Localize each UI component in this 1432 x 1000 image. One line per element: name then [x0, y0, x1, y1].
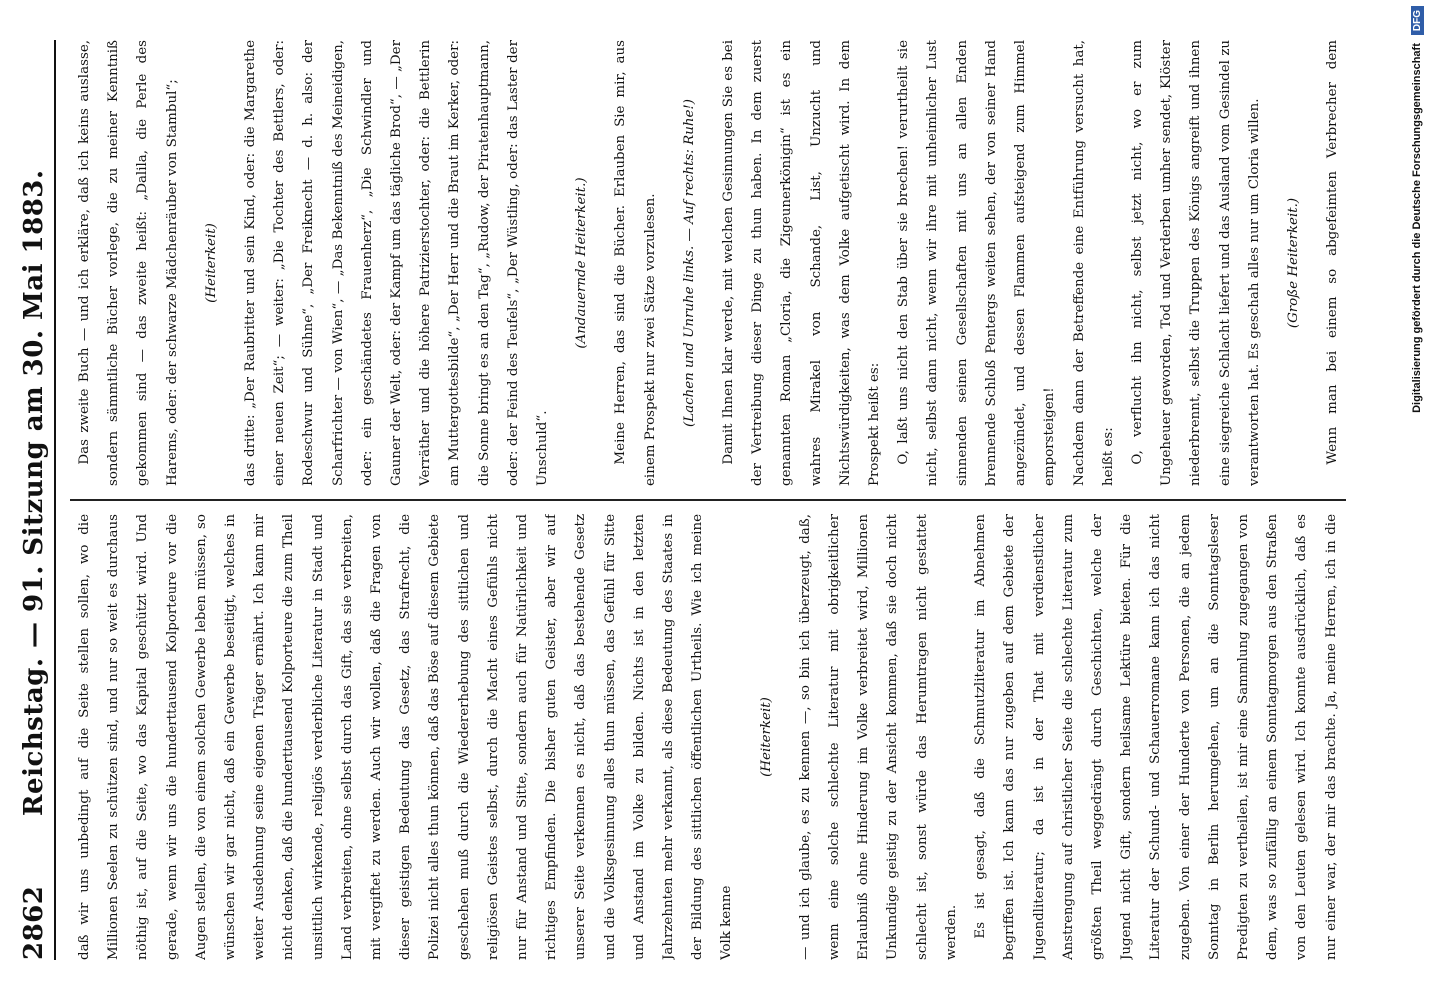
- right-column-stage-direction: (Große Heiterkeit.): [1285, 197, 1301, 329]
- right-column-paragraph: Meine Herren, das sind die Bücher. Erlauben Sie mir, aus einem Prospekt nur zwei Sätze vorzulesen.: [613, 40, 658, 486]
- page-number: 2862: [19, 885, 49, 960]
- dfg-logo: DFG: [1411, 6, 1424, 35]
- right-column-paragraph: Nachdem dann der Betreffende eine Entführung versucht hat, heißt es:: [1071, 40, 1116, 486]
- right-column-stage-direction: (Lachen und Unruhe links. — Auf rechts: Ruhe!): [681, 98, 697, 428]
- right-column-paragraph: O, laßt uns nicht den Stab über sie brechen! verurtheilt sie nicht, selbst dann nicht, wenn wir ihre mit unheimlicher Lust sinnenden seinen Gesellschaften mit uns an allen Enden brennende Schloß Pentergs weiten sehen, der von seiner Hand angezündet, und dessen Flammen aufsteigend zum Himmel emporsteigen!: [896, 40, 1058, 486]
- right-column-stage-direction: (Andauernde Heiterkeit.): [574, 177, 590, 349]
- left-text-column: [70, 514, 1346, 960]
- column-divider: [70, 499, 1346, 501]
- right-column-paragraph: Wenn man bei einem so abgefeimten Verbrecher dem: [1325, 40, 1341, 465]
- funding-note-text: Digitalisierung gefördert durch die Deutsche Forschungsgemeinschaft: [1411, 43, 1423, 413]
- page-header: [14, 40, 56, 960]
- right-column-stage-direction: (Heiterkeit): [203, 223, 219, 303]
- left-column-paragraph: — und ich glaube, es zu kennen —, so bin ich überzeugt, daß, wenn eine solche schlechte Literatur mit obrigkeitlicher Erlaubniß ohne Hinderung im Volke verbreitet wird, Millionen Unkundige geistig zu der Ansicht kommen, daß sie doch nicht schlecht ist, sonst würde das Herumtragen nicht gestattet werden.: [797, 514, 959, 960]
- running-title: Reichstag. — 91. Sitzung am 30. Mai 1883.: [19, 169, 49, 817]
- funding-note: [1404, 0, 1430, 1000]
- funding-note-text-wrap: [1404, 0, 1430, 1000]
- right-column-paragraph: Damit Ihnen klar werde, mit welchen Gesinnungen Sie es bei der Vertreibung dieser Dinge zu thun haben. In dem zuerst genannten Roman „Cloria, die Zigeunerkönigin“ ist es ein wahres Mirakel von Schande, List, Unzucht und Nichtswürdigkeiten, was dem Volke aufgetischt wird. In dem Prospekt heißt es:: [721, 40, 883, 486]
- left-column-paragraph: daß wir uns unbedingt auf die Seite stellen sollen, wo die Millionen Seelen zu schützen sind, und nur so weit es durchaus nöthig ist, auf die Seite, wo das Kapital geschützt wird. Und gerade, wenn wir uns die hunderttausend Kolporteure vor die Augen stellen, die von einem solchen Gewerbe leben müssen, so wünschen wir gar nicht, daß ein Gewerbe beseitigt, welches in weiter Ausdehnung seine eigenen Träger ernährt. Ich kann mir nicht denken, daß die hunderttausend Kolporteure die zum Theil unsittlich wirkende, religiös verderbliche Literatur in Stadt und Land verbreiten, ohne selbst durch das Gift, das sie verbreiten, mit vergiftet zu werden. Auch wir wollen, daß die Fragen von dieser geistigen Bedeutung das Gesetz, das Strafrecht, die Polizei nicht alles thun können, daß das Böse auf diesem Gebiete geschehen muß durch die Wiedererhebung des sittlichen und religiösen Geistes selbst, durch die Macht eines Gefühls nicht nur für Anstand und Sitte, sondern auch für Natürlichkeit und richtiges Empfinden. Die bisher guten Geister, aber wir auf unserer Seite verkennen es nicht, daß das bestehende Gesetz und die Volksgesinnung alles thun müssen, das Gefühl für Sitte und Anstand im Volke zu bilden. Nichts ist in den letzten Jahrzehnten mehr verkannt, als diese Bedeutung des Staates in der Bildung des sittlichen öffentlichen Urtheils. Wie ich meine Volk kenne: [77, 514, 735, 960]
- right-column-paragraph: das dritte: „Der Raubritter und sein Kind, oder: die Margarethe einer neuen Zeit“; — weiter: „Die Tochter des Bettlers, oder: Rodeschwur und Sühne“, „Der Freiknecht — d. h. also: der Scharfrichter — von Wien“, — „Das Bekenntniß des Meineidigen, oder: ein geschändetes Frauenherz“, „Die Schwindler und Gauner der Welt, oder: der Kampf um das tägliche Brod“, — „Der Verräther und die höhere Patrizierstochter, oder: die Bettlerin am Muttergottesbilde“, „Der Herr und die Braut im Kerker, oder: die Sonne bringt es an den Tag“, „Rudow, der Piratenhauptmann, oder: der Feind des Teufels“, „Der Wüstling, oder: das Laster der Unschuld“.: [243, 40, 551, 486]
- left-column-paragraph: Es ist gesagt, daß die Schmutzliteratur im Abnehmen begriffen ist. Ich kann das nur zugeben auf dem Gebiete der Jugendliteratur; da ist in der That mit verdienstlicher Anstrengung auf christlicher Seite die schlechte Literatur zum größten Theil weggedrängt durch Geschichten, welche der Jugend nicht Gift, sondern heilsame Lektüre bieten. Für die Literatur der Schund- und Schauerromane kann ich das nicht zugeben. Von einer der Hunderte von Personen, die an jedem Sonntag in Berlin herumgehen, um an die Sonntagsleser Predigten zu vertheilen, ist mir eine Sammlung zugegangen von dem, was so zufällig an einem Sonntagmorgen aus den Straßen von den Leuten gelesen wird. Ich konnte ausdrücklich, daß es nur einer war, der mir das brachte. Ja, meine Herren, ich in die: [973, 514, 1339, 960]
- right-column-paragraph: O, verflucht ihn nicht, selbst jetzt nicht, wo er zum Ungeheuer geworden, Tod und Verderben umher sendet, Klöster niederbrennt, selbst die Truppen des Königs angreift und ihnen eine siegreiche Schlacht liefert und das Ausland vom Gesindel zu verantworten hat. Es geschah alles nur um Cloria willen.: [1129, 40, 1262, 486]
- right-column-paragraph: Das zweite Buch — und ich erkläre, daß ich keins auslasse, sondern sämmtliche Bücher vorlege, die zu meiner Kenntniß gekommen sind — das zweite heißt: „Dalila, die Perle des Harems, oder: der schwarze Mädchenräuber von Stambul“;: [77, 40, 180, 486]
- left-column-stage-direction: (Heiterkeit): [758, 697, 774, 777]
- right-text-column: [70, 40, 1346, 486]
